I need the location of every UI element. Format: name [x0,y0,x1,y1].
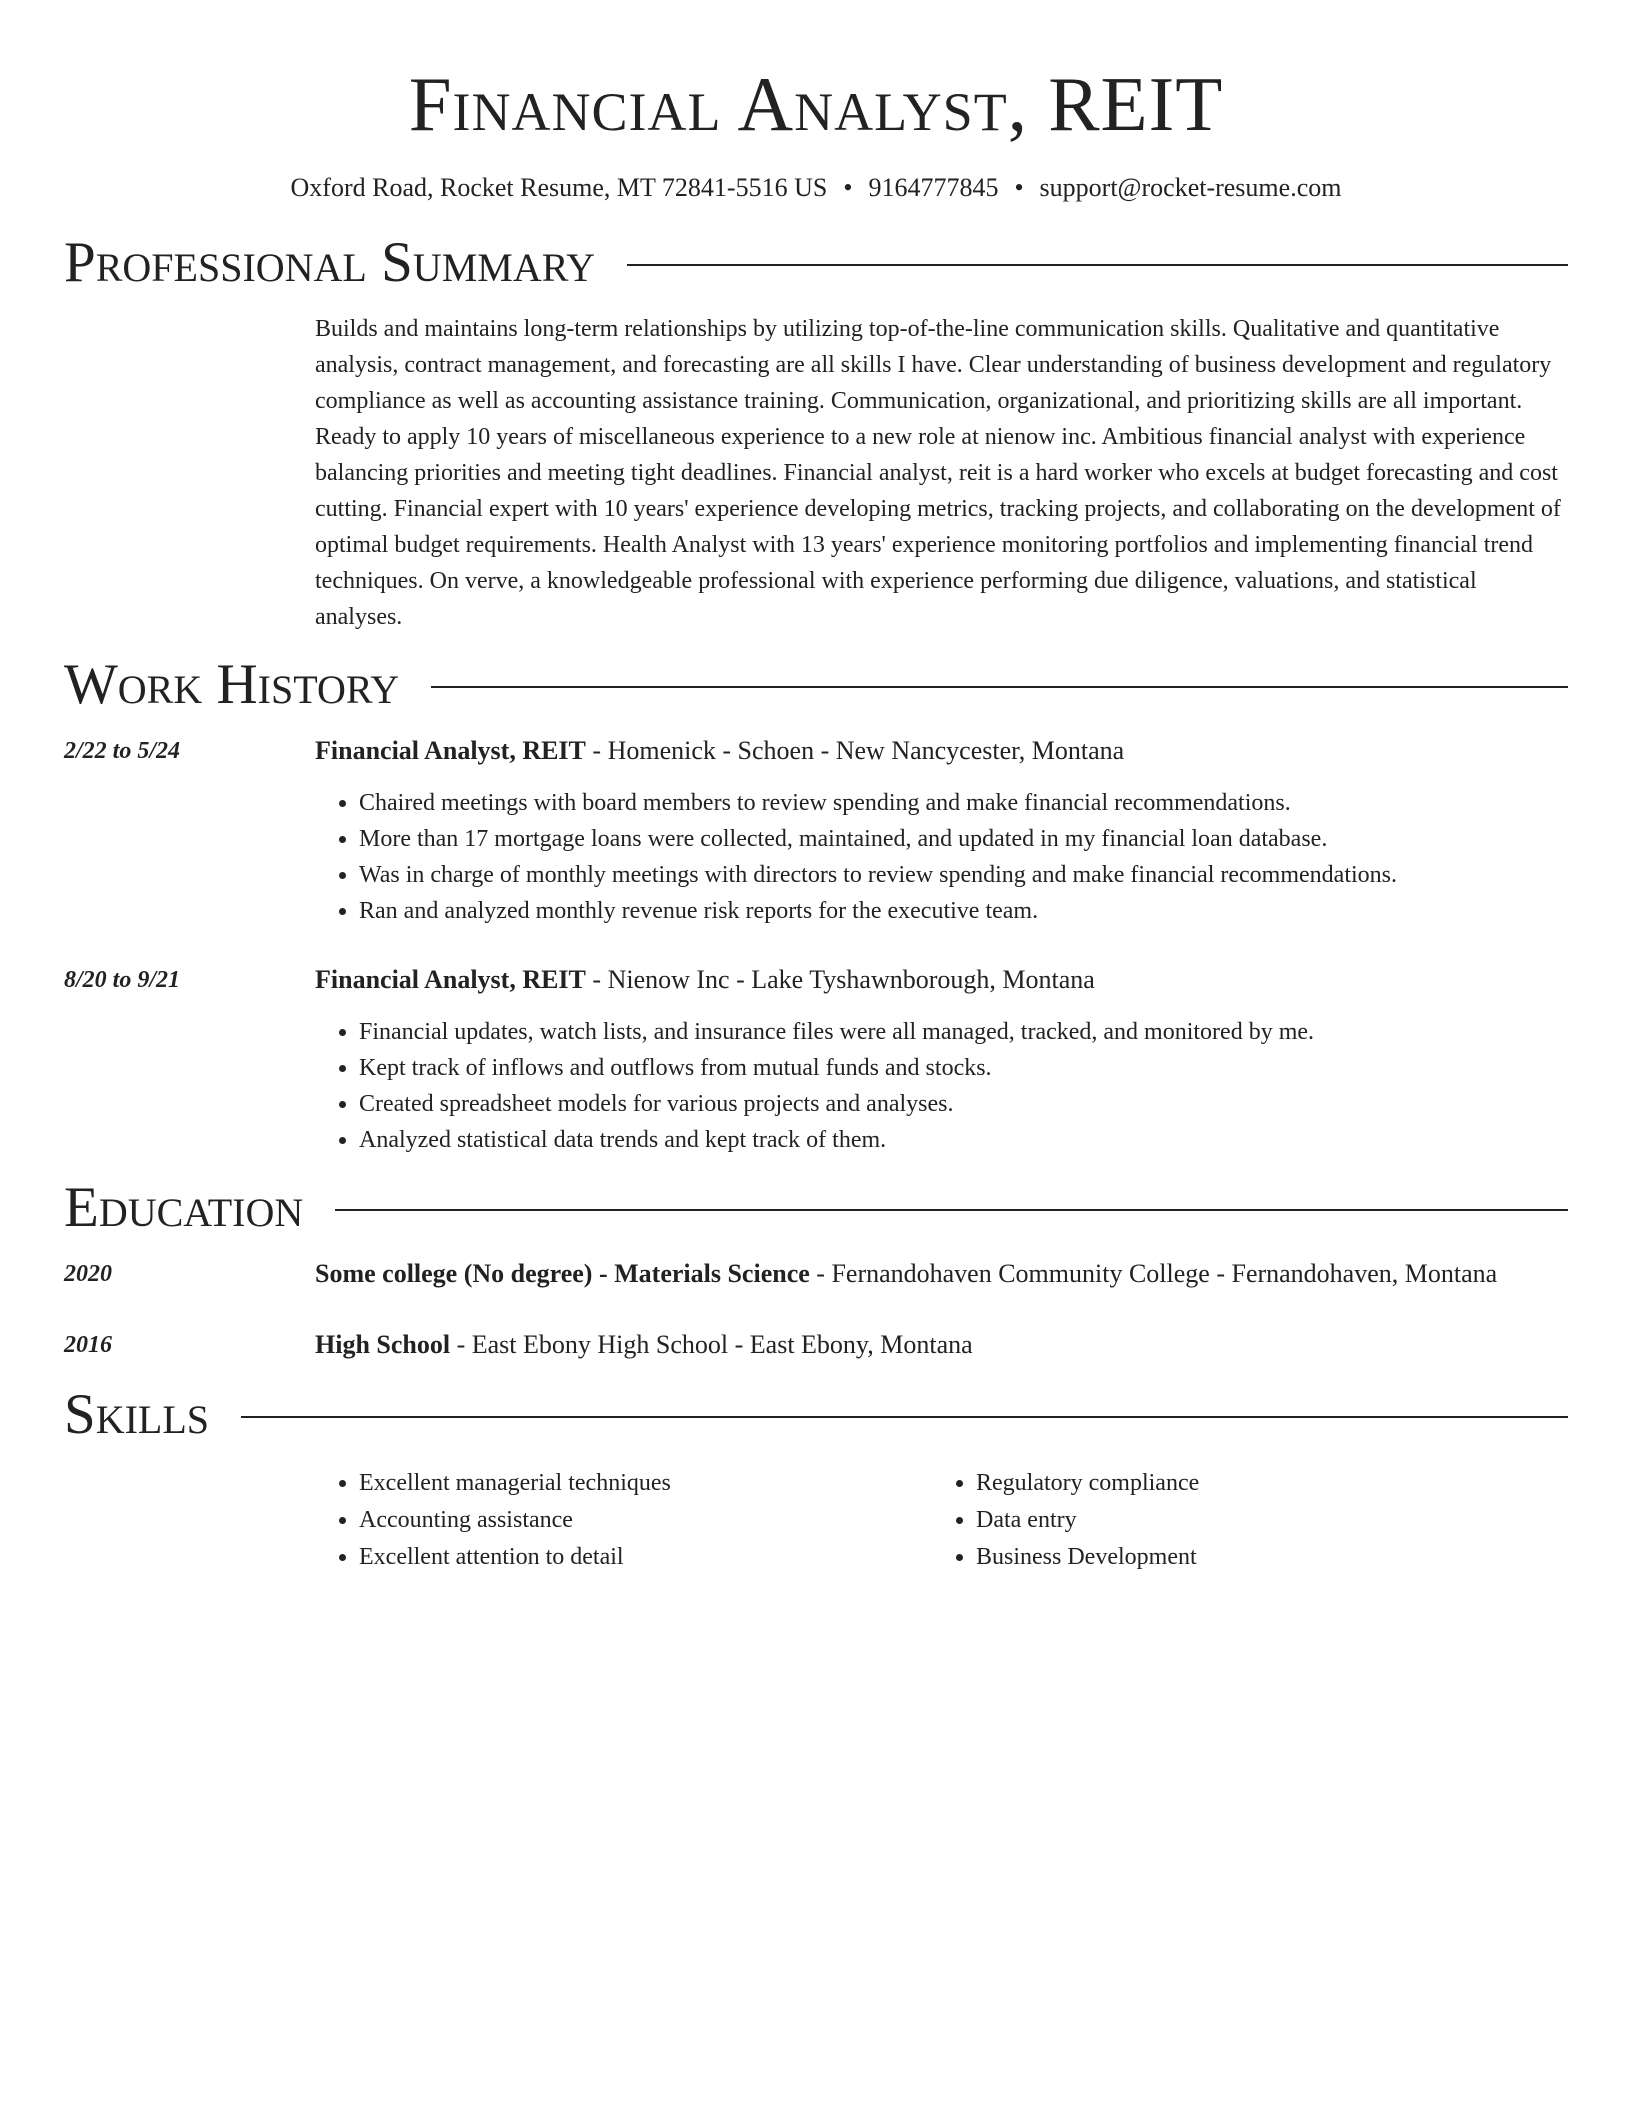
job-bullet-list [315,785,1568,929]
skills-left-spacer [64,1465,315,1576]
resume-page [64,0,1568,1576]
education-year: 2020 [64,1261,112,1287]
summary-text: Builds and maintains long-term relationships by utilizing top-of-the-line communication skills. Qualitative and quantitative analysis, contract management, and forecasting are all skills I have. Clear understanding of business development and regulatory compliance as well as accounting assistance training. Communication, organizational, and prioritizing skills are all important. Ready to apply 10 years of miscellaneous experience to a new role at nienow inc. Ambitious financial analyst with experience balancing priorities and meeting tight deadlines. Financial analyst, reit is a hard worker who excels at budget forecasting and cost cutting. Financial expert with 10 years' experience developing metrics, tracking projects, and collaborating on the development of optimal budget requirements. Health Analyst with 13 years' experience monitoring portfolios and implementing financial trend techniques. On verve, a knowledgeable professional with experience performing due diligence, valuations, and statistical analyses. [315,316,1561,630]
job-bullet: • Ran and analyzed monthly revenue risk reports for the executive team. [359,893,1568,929]
contact-separator: • [1014,173,1024,202]
summary-body [315,311,1568,635]
skills-grid [315,1465,1568,1576]
contact-line [64,172,1568,204]
section-divider [431,686,1568,688]
education-section-title: Education [64,1176,304,1239]
education-body [315,1327,1568,1363]
education-section-header [64,1176,1568,1240]
work-section-header [64,653,1568,717]
section-divider [241,1416,1568,1418]
job-bullet: • Chaired meetings with board members to review spending and make financial recommendations. [359,785,1568,821]
skill-item: • Regulatory compliance [976,1465,1549,1502]
job-body [315,733,1568,929]
job-bullet-list [315,1014,1568,1158]
job-dates: 2/22 to 5/24 [64,738,181,764]
skills-section-title: Skills [64,1383,210,1446]
contact-email: support@rocket-resume.com [1039,173,1342,202]
education-line [315,1256,1568,1292]
education-body [315,1256,1568,1292]
summary-row [64,311,1568,635]
contact-phone: 9164777845 [868,173,999,202]
skill-item: • Excellent managerial techniques [359,1465,932,1502]
job-body [315,962,1568,1158]
skills-list-left [315,1465,932,1576]
education-entry [64,1256,1568,1292]
job-details: - Nienow Inc - Lake Tyshawnborough, Montana [585,965,1095,994]
summary-section-header [64,231,1568,295]
skills-body [315,1465,1568,1576]
job-bullet: • Kept track of inflows and outflows from mutual funds and stocks. [359,1050,1568,1086]
section-divider [627,264,1568,266]
job-role: Financial Analyst, REIT [315,965,586,994]
job-bullet: • Analyzed statistical data trends and kept track of them. [359,1122,1568,1158]
work-section-title: Work History [64,653,400,716]
job-entry [64,733,1568,929]
job-details: - Homenick - Schoen - New Nancycester, Montana [585,736,1125,765]
job-dates: 8/20 to 9/21 [64,967,181,993]
summary-left-spacer [64,311,315,635]
education-entry [64,1327,1568,1363]
education-line [315,1327,1568,1363]
job-bullet: • Financial updates, watch lists, and insurance files were all managed, tracked, and monitored by me. [359,1014,1568,1050]
job-heading [315,733,1568,769]
education-degree: High School [315,1330,451,1359]
job-entry [64,962,1568,1158]
skills-list-right [932,1465,1549,1576]
summary-section-title: Professional Summary [64,231,596,294]
skill-item: • Accounting assistance [359,1502,932,1539]
job-role: Financial Analyst, REIT [315,736,586,765]
education-details: - East Ebony High School - East Ebony, Montana [450,1330,973,1359]
contact-address: Oxford Road, Rocket Resume, MT 72841-5516 US [290,173,828,202]
education-details: - Fernandohaven Community College - Fernandohaven, Montana [809,1259,1498,1288]
skills-row [64,1465,1568,1576]
resume-name: Financial Analyst, REIT [408,61,1224,147]
skill-item: • Excellent attention to detail [359,1539,932,1576]
job-bullet: • Created spreadsheet models for various projects and analyses. [359,1086,1568,1122]
section-divider [335,1209,1568,1211]
skill-item: • Data entry [976,1502,1549,1539]
job-bullet: • More than 17 mortgage loans were collected, maintained, and updated in my financial loan database. [359,821,1568,857]
job-heading [315,962,1568,998]
skills-section-header [64,1383,1568,1447]
contact-separator: • [843,173,853,202]
job-bullet: • Was in charge of monthly meetings with directors to review spending and make financial recommendations. [359,857,1568,893]
education-year: 2016 [64,1332,112,1358]
skill-item: • Business Development [976,1539,1549,1576]
education-degree: Some college (No degree) - Materials Science [315,1259,810,1288]
